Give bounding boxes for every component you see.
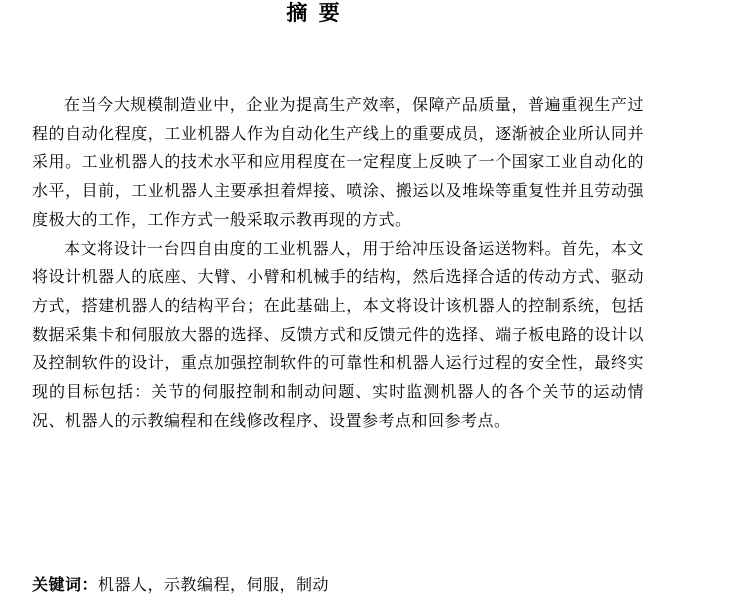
abstract-body: [32, 91, 644, 435]
keywords-line: [32, 571, 329, 599]
keywords-label: 关键词：: [32, 575, 99, 594]
abstract-title: [0, 0, 628, 26]
abstract-paragraph-2: 本文将设计一台四自由度的工业机器人，用于给冲压设备运送物料。首先，本文将设计机器人的底座、大臂、小臂和机械手的结构，然后选择合适的传动方式、驱动方式，搭建机器人的结构平台；在此基础上，本文将设计该机器人的控制系统，包括数据采集卡和伺服放大器的选择、反馈方式和反馈元件的选择、端子板电路的设计以及控制软件的设计，重点加强控制软件的可靠性和机器人运行过程的安全性，最终实现的目标包括：关节的伺服控制和制动问题、实时监测机器人的各个关节的运动情况、机器人的示教编程和在线修改程序、设置参考点和回参考点。: [32, 238, 644, 430]
abstract-title-text: 摘 要: [286, 1, 342, 25]
abstract-paragraph-1: 在当今大规模制造业中，企业为提高生产效率，保障产品质量，普遍重视生产过程的自动化程度，工业机器人作为自动化生产线上的重要成员，逐渐被企业所认同并采用。工业机器人的技术水平和应用程度在一定程度上反映了一个国家工业自动化的水平，目前，工业机器人主要承担着焊接、喷涂、搬运以及堆垛等重复性并且劳动强度极大的工作，工作方式一般采取示教再现的方式。: [32, 95, 644, 229]
keywords-text: 机器人，示教编程，伺服，制动: [98, 575, 330, 594]
